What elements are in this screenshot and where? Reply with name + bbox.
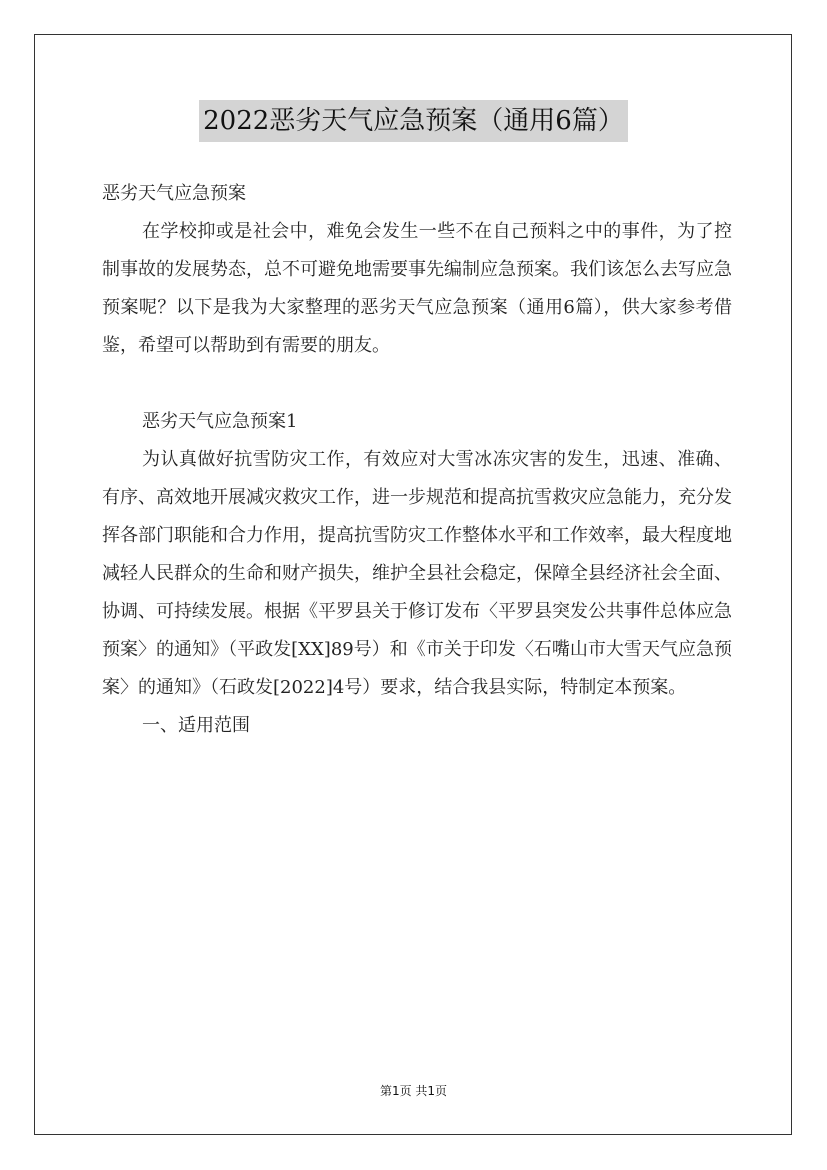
- page-footer: 第1页 共1页: [379, 1084, 448, 1098]
- title-container: [0, 100, 827, 142]
- paragraph-gap: [102, 365, 732, 403]
- document-body: [102, 175, 732, 745]
- document-subtitle: 恶劣天气应急预案: [102, 183, 246, 204]
- section-1-paragraph: 为认真做好抗雪防灾工作，有效应对大雪冰冻灾害的发生，迅速、准确、有序、高效地开展减灾救灾工作，进一步规范和提高抗雪救灾应急能力，充分发挥各部门职能和合力作用，提高抗雪防灾工作整体水平和工作效率，最大程度地减轻人民群众的生命和财产损失，维护全县社会稳定，保障全县经济社会全面、协调、可持续发展。根据《平罗县关于修订发布〈平罗县突发公共事件总体应急预案〉的通知》（平政发[XX]89号）和《市关于印发〈石嘴山市大雪天气应急预案〉的通知》（石政发[2022]4号）要求，结合我县实际，特制定本预案。: [102, 449, 732, 698]
- intro-paragraph: 在学校抑或是社会中，难免会发生一些不在自己预料之中的事件，为了控制事故的发展势态，总不可避免地需要事先编制应急预案。我们该怎么去写应急预案呢？以下是我为大家整理的恶劣天气应急预案（通用6篇），供大家参考借鉴，希望可以帮助到有需要的朋友。: [102, 221, 732, 356]
- section-1-heading: 恶劣天气应急预案1: [142, 411, 298, 432]
- document-title: 2022恶劣天气应急预案（通用6篇）: [199, 100, 628, 142]
- section-1-item-1: 一、适用范围: [142, 715, 250, 736]
